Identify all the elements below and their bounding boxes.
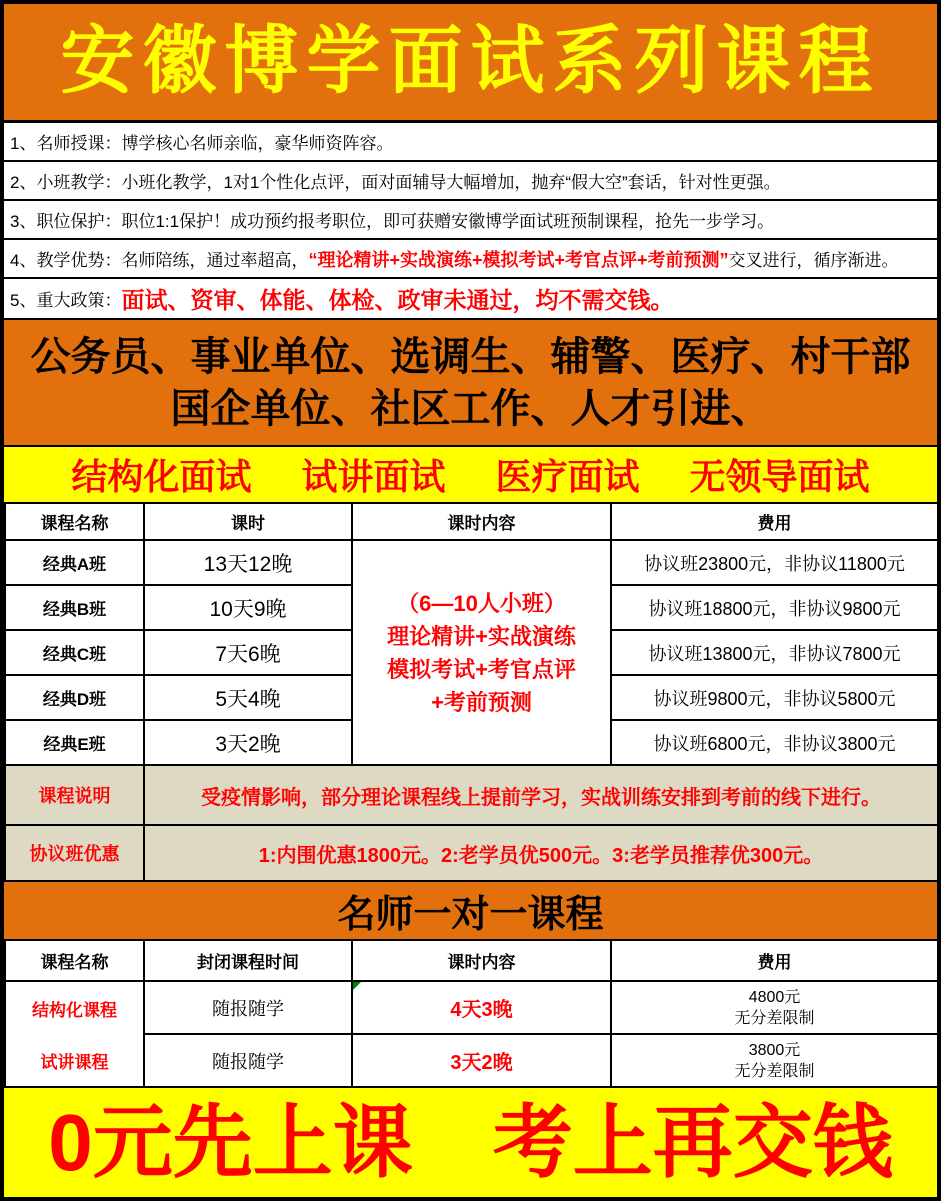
course-table-header-row	[5, 503, 938, 540]
cell-comment-marker-icon	[353, 982, 361, 990]
course-fee	[611, 1034, 938, 1087]
audience-line-1: 公务员、事业单位、选调生、辅警、医疗、村干部	[30, 334, 911, 379]
feature-item-5	[4, 279, 937, 320]
note-label: 课程说明	[5, 765, 144, 825]
feature-text: 1、名师授课：博学核心名师亲临，豪华师资阵容。	[10, 134, 394, 153]
discount-note-row	[5, 825, 938, 881]
column-header-content: 课时内容	[352, 940, 611, 981]
feature-text: 4、教学优势：名师陪练，通过率超高，	[10, 251, 309, 270]
course-name: 试讲课程	[40, 1052, 109, 1072]
content-line: 模拟考试+考官点评	[387, 656, 576, 682]
note-text: 1:内围优惠1800元。2:老学员优500元。3:老学员推荐优300元。	[144, 825, 938, 881]
one-on-one-course-names	[5, 981, 144, 1087]
feature-text: 3、职位保护：职位1:1保护！成功预约报考职位，即可获赠安徽博学面试班预制课程，抢先一步学习。	[10, 212, 775, 231]
column-header-content: 课时内容	[352, 503, 611, 540]
feature-item-1	[4, 123, 937, 162]
feature-text-suffix: 交叉进行，循序渐进。	[728, 251, 899, 270]
feature-item-3	[4, 201, 937, 240]
content-line: （6—10人小班）	[397, 590, 566, 616]
course-name: 结构化课程	[32, 1000, 117, 1020]
course-fee: 协议班23800元，非协议11800元	[611, 540, 938, 585]
course-fee: 协议班18800元，非协议9800元	[611, 585, 938, 630]
course-duration: 5天4晚	[144, 675, 352, 720]
feature-highlight: “理论精讲+实战演练+模拟考试+考官点评+考前预测”	[308, 249, 729, 270]
course-fee: 协议班13800元，非协议7800元	[611, 630, 938, 675]
slogan-right: 考上再交钱	[492, 1097, 893, 1187]
interview-type-leaderless: 无领导面试	[689, 456, 870, 497]
content-line: 理论精讲+实战演练	[387, 623, 576, 649]
fee-amount: 4800元	[748, 988, 801, 1006]
course-fee: 协议班6800元，非协议3800元	[611, 720, 938, 765]
slogan-left: 0元先上课	[48, 1097, 413, 1187]
one-on-one-table	[4, 939, 939, 1088]
course-duration: 13天12晚	[144, 540, 352, 585]
audience-line-2: 国企单位、社区工作、人才引进、	[170, 386, 771, 431]
fee-note: 无分差限制	[734, 1009, 815, 1027]
column-header-name: 课程名称	[5, 503, 144, 540]
course-time: 随报随学	[144, 1034, 352, 1087]
feature-text: 2、小班教学：小班化教学，1对1个性化点评，面对面辅导大幅增加，抛弃“假大空”套话，针对性更强。	[10, 173, 781, 192]
feature-item-2	[4, 162, 937, 201]
column-header-fee: 费用	[611, 503, 938, 540]
feature-list	[4, 123, 937, 320]
course-time: 随报随学	[144, 981, 352, 1034]
interview-type-structured: 结构化面试	[71, 456, 252, 497]
content-line: +考前预测	[431, 689, 532, 715]
course-content-cell	[352, 540, 611, 765]
note-text: 受疫情影响，部分理论课程线上提前学习，实战训练安排到考前的线下进行。	[144, 765, 938, 825]
course-name: 经典D班	[5, 675, 144, 720]
course-fee	[611, 981, 938, 1034]
course-name: 经典E班	[5, 720, 144, 765]
course-duration: 3天2晚	[144, 720, 352, 765]
course-name: 经典A班	[5, 540, 144, 585]
course-table	[4, 502, 939, 882]
feature-item-4	[4, 240, 937, 279]
course-name: 经典B班	[5, 585, 144, 630]
poster-title: 安徽博学面试系列课程	[60, 21, 881, 103]
course-content: 4天3晚	[352, 981, 611, 1034]
table-row	[5, 540, 938, 585]
course-fee: 协议班9800元，非协议5800元	[611, 675, 938, 720]
course-duration: 10天9晚	[144, 585, 352, 630]
table-row	[5, 981, 938, 1034]
feature-highlight: 面试、资审、体能、体检、政审未通过，均不需交钱。	[121, 288, 674, 313]
table-row	[5, 1034, 938, 1087]
interview-types-banner	[4, 447, 937, 502]
poster-header	[4, 4, 937, 123]
one-on-one-banner: 名师一对一课程	[4, 882, 937, 939]
course-name: 经典C班	[5, 630, 144, 675]
interview-type-medical: 医疗面试	[495, 456, 640, 497]
feature-text: 5、重大政策：	[10, 291, 122, 310]
column-header-time: 封闭课程时间	[144, 940, 352, 981]
one-on-one-header-row	[5, 940, 938, 981]
course-note-row	[5, 765, 938, 825]
footer-slogan	[4, 1088, 937, 1197]
audience-banner	[4, 320, 937, 447]
course-content: 3天2晚	[352, 1034, 611, 1087]
fee-amount: 3800元	[748, 1041, 801, 1059]
note-label: 协议班优惠	[5, 825, 144, 881]
course-duration: 7天6晚	[144, 630, 352, 675]
column-header-duration: 课时	[144, 503, 352, 540]
interview-type-lecture: 试讲面试	[301, 456, 446, 497]
column-header-name: 课程名称	[5, 940, 144, 981]
column-header-fee: 费用	[611, 940, 938, 981]
fee-note: 无分差限制	[734, 1062, 815, 1080]
